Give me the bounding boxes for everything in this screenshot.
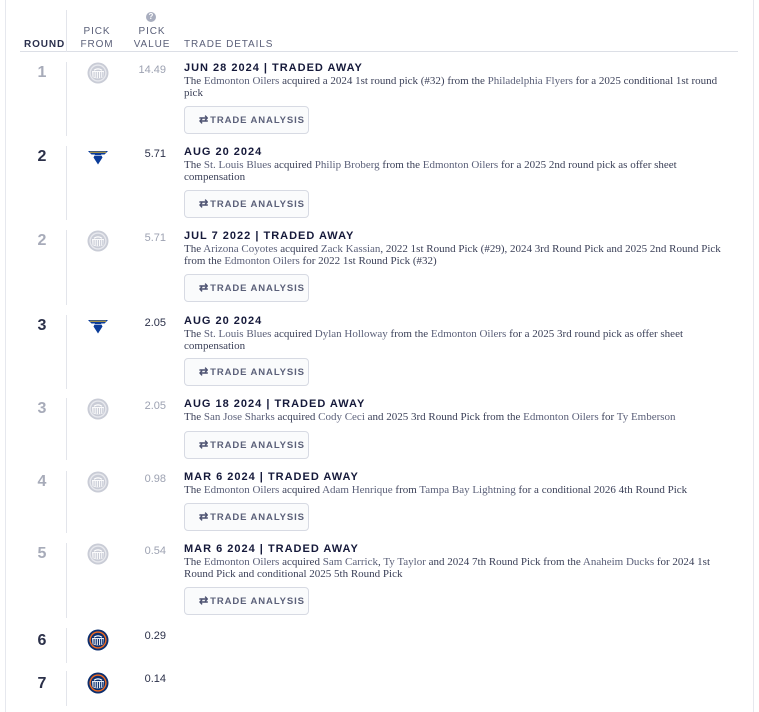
swap-arrows-icon: ⇄ bbox=[199, 198, 210, 210]
edmonton-oilers-logo-icon[interactable] bbox=[87, 230, 109, 252]
pick-value: 0.98 bbox=[144, 473, 166, 485]
entity-link[interactable]: San Jose Sharks bbox=[203, 411, 275, 423]
table-header bbox=[0, 0, 759, 52]
header-pick-value-line2: VALUE bbox=[133, 39, 171, 50]
pick-row bbox=[0, 671, 759, 706]
trade-analysis-button[interactable] bbox=[184, 358, 309, 386]
entity-link[interactable]: Dylan Holloway bbox=[314, 328, 388, 340]
pick-value: 0.14 bbox=[144, 673, 166, 685]
description-text: from the bbox=[379, 159, 423, 171]
trade-details bbox=[184, 146, 738, 183]
entity-link[interactable]: Edmonton Oilers bbox=[430, 328, 507, 340]
row-column-divider bbox=[66, 230, 67, 305]
entity-link[interactable]: St. Louis Blues bbox=[203, 328, 272, 340]
entity-link[interactable]: Philip Broberg bbox=[314, 159, 380, 171]
entity-link[interactable]: Arizona Coyotes bbox=[203, 243, 278, 255]
row-column-divider bbox=[66, 543, 67, 618]
description-text: acquired bbox=[279, 556, 323, 568]
edmonton-oilers-logo-icon[interactable] bbox=[87, 543, 109, 565]
entity-link[interactable]: Edmonton Oilers bbox=[523, 411, 599, 423]
pick-row bbox=[0, 62, 759, 136]
trade-description bbox=[184, 75, 738, 99]
trade-analysis-button[interactable] bbox=[184, 274, 309, 302]
swap-arrows-icon: ⇄ bbox=[199, 595, 210, 607]
swap-arrows-icon: ⇄ bbox=[199, 439, 210, 451]
row-column-divider bbox=[66, 671, 67, 706]
trade-title: JUL 7 2022 | TRADED AWAY bbox=[184, 230, 355, 242]
edmonton-oilers-logo-icon[interactable] bbox=[87, 629, 109, 651]
entity-link[interactable]: Ty Taylor bbox=[383, 556, 426, 568]
trade-analysis-label: TRADE ANALYSIS bbox=[210, 596, 305, 607]
entity-link[interactable]: Edmonton Oilers bbox=[203, 75, 280, 87]
header-divider bbox=[20, 51, 738, 52]
description-text: , 2022 1st Round Pick (#29), 2024 3rd Round Pick and 2025 2nd Round Pick from the bbox=[184, 243, 721, 267]
trade-details bbox=[184, 230, 738, 267]
trade-analysis-button[interactable] bbox=[184, 587, 309, 615]
entity-link[interactable]: Edmonton Oilers bbox=[224, 255, 300, 267]
trade-analysis-button[interactable] bbox=[184, 106, 309, 134]
pick-value: 14.49 bbox=[138, 64, 166, 76]
trade-details bbox=[184, 471, 738, 496]
trade-details bbox=[184, 315, 738, 352]
trade-description bbox=[184, 328, 738, 352]
pick-round: 1 bbox=[37, 64, 47, 81]
description-text: and 2024 7th Round Pick from the bbox=[425, 556, 583, 568]
description-text: for a 2025 2nd round pick as offer sheet compensation bbox=[184, 159, 677, 183]
pick-value: 5.71 bbox=[144, 232, 166, 244]
description-text: from bbox=[392, 484, 420, 496]
pick-round: 4 bbox=[37, 473, 47, 490]
description-text: for a conditional 2026 4th Round Pick bbox=[515, 484, 688, 496]
pick-row bbox=[0, 628, 759, 663]
header-pick-from-line1: PICK bbox=[83, 26, 111, 37]
description-text: for 2022 1st Round Pick (#32) bbox=[299, 255, 437, 267]
header-trade-details: TRADE DETAILS bbox=[184, 39, 274, 50]
trade-title: AUG 20 2024 bbox=[184, 315, 263, 327]
trade-title: MAR 6 2024 | TRADED AWAY bbox=[184, 543, 359, 555]
description-text: acquired bbox=[271, 159, 315, 171]
pick-value: 2.05 bbox=[144, 400, 166, 412]
entity-link[interactable]: Edmonton Oilers bbox=[203, 556, 280, 568]
description-text: for bbox=[598, 411, 617, 423]
description-text: acquired bbox=[279, 484, 323, 496]
swap-arrows-icon: ⇄ bbox=[199, 366, 210, 378]
trade-analysis-label: TRADE ANALYSIS bbox=[210, 440, 305, 451]
pick-round: 7 bbox=[37, 675, 47, 692]
description-text: The bbox=[184, 484, 204, 496]
trade-analysis-label: TRADE ANALYSIS bbox=[210, 283, 305, 294]
pick-row bbox=[0, 543, 759, 618]
entity-link[interactable]: Tampa Bay Lightning bbox=[419, 484, 516, 496]
description-text: for 2024 1st Round Pick and conditional 2025 5th Round Pick bbox=[184, 556, 711, 580]
description-text: The bbox=[184, 328, 204, 340]
pick-row bbox=[0, 471, 759, 533]
st-louis-blues-logo-icon[interactable] bbox=[87, 315, 109, 337]
header-column-divider bbox=[66, 10, 67, 52]
row-column-divider bbox=[66, 471, 67, 533]
swap-arrows-icon: ⇄ bbox=[199, 511, 210, 523]
entity-link[interactable]: Sam Carrick bbox=[322, 556, 378, 568]
pick-row bbox=[0, 315, 759, 389]
row-column-divider bbox=[66, 315, 67, 389]
trade-title: AUG 20 2024 bbox=[184, 146, 263, 158]
row-column-divider bbox=[66, 146, 67, 220]
pick-value: 0.29 bbox=[144, 630, 166, 642]
help-icon[interactable]: ? bbox=[146, 12, 156, 22]
entity-link[interactable]: Edmonton Oilers bbox=[422, 159, 499, 171]
swap-arrows-icon: ⇄ bbox=[199, 114, 210, 126]
entity-link[interactable]: St. Louis Blues bbox=[203, 159, 272, 171]
pick-row bbox=[0, 398, 759, 460]
description-text: The bbox=[184, 75, 204, 87]
description-text: acquired bbox=[277, 243, 321, 255]
trade-description bbox=[184, 243, 738, 267]
description-text: from the bbox=[387, 328, 431, 340]
description-text: acquired a 2024 1st round pick (#32) from the bbox=[279, 75, 488, 87]
description-text: The bbox=[184, 411, 204, 423]
trade-title: AUG 18 2024 | TRADED AWAY bbox=[184, 398, 366, 410]
edmonton-oilers-logo-icon[interactable] bbox=[87, 62, 109, 84]
row-column-divider bbox=[66, 628, 67, 663]
trade-title: JUN 28 2024 | TRADED AWAY bbox=[184, 62, 363, 74]
description-text: for a 2025 3rd round pick as offer sheet compensation bbox=[184, 328, 684, 352]
pick-round: 6 bbox=[37, 632, 47, 649]
pick-round: 2 bbox=[37, 232, 47, 249]
description-text: The bbox=[184, 556, 204, 568]
row-column-divider bbox=[66, 62, 67, 136]
description-text: acquired bbox=[274, 411, 319, 423]
st-louis-blues-logo-icon[interactable] bbox=[87, 146, 109, 168]
entity-link[interactable]: Adam Henrique bbox=[322, 484, 393, 496]
description-text: , bbox=[378, 556, 384, 568]
trade-analysis-label: TRADE ANALYSIS bbox=[210, 115, 305, 126]
pick-row bbox=[0, 146, 759, 220]
edmonton-oilers-logo-icon[interactable] bbox=[87, 672, 109, 694]
trade-analysis-label: TRADE ANALYSIS bbox=[210, 199, 305, 210]
entity-link[interactable]: Ty Emberson bbox=[616, 411, 676, 423]
pick-round: 3 bbox=[37, 317, 47, 334]
trade-description bbox=[184, 159, 738, 183]
entity-link[interactable]: Anaheim Ducks bbox=[582, 556, 655, 568]
trade-analysis-button[interactable] bbox=[184, 190, 309, 218]
pick-value: 2.05 bbox=[144, 317, 166, 329]
entity-link[interactable]: Zack Kassian bbox=[320, 243, 381, 255]
trade-analysis-label: TRADE ANALYSIS bbox=[210, 367, 305, 378]
description-text: and 2025 3rd Round Pick from the bbox=[364, 411, 524, 423]
pick-round: 2 bbox=[37, 148, 47, 165]
header-pick-value-line1: PICK bbox=[138, 26, 166, 37]
entity-link[interactable]: Edmonton Oilers bbox=[203, 484, 280, 496]
header-pick-from bbox=[79, 25, 115, 51]
entity-link[interactable]: Philadelphia Flyers bbox=[487, 75, 573, 87]
trade-analysis-label: TRADE ANALYSIS bbox=[210, 512, 305, 523]
trade-analysis-button[interactable] bbox=[184, 431, 309, 459]
pick-round: 5 bbox=[37, 545, 47, 562]
header-pick-value bbox=[133, 25, 171, 51]
pick-round: 3 bbox=[37, 400, 47, 417]
description-text: The bbox=[184, 159, 204, 171]
pick-value: 0.54 bbox=[144, 545, 166, 557]
edmonton-oilers-logo-icon[interactable] bbox=[87, 471, 109, 493]
description-text: acquired bbox=[271, 328, 315, 340]
row-column-divider bbox=[66, 398, 67, 460]
pick-row bbox=[0, 230, 759, 305]
header-pick-from-line2: FROM bbox=[80, 39, 114, 50]
trade-title: MAR 6 2024 | TRADED AWAY bbox=[184, 471, 359, 483]
description-text: The bbox=[184, 243, 204, 255]
pick-value: 5.71 bbox=[144, 148, 166, 160]
edmonton-oilers-logo-icon[interactable] bbox=[87, 398, 109, 420]
description-text: for a 2025 conditional 1st round pick bbox=[184, 75, 718, 99]
trade-details bbox=[184, 398, 738, 423]
trade-description bbox=[184, 484, 738, 496]
trade-description bbox=[184, 411, 738, 423]
swap-arrows-icon: ⇄ bbox=[199, 282, 210, 294]
header-round: ROUND bbox=[24, 39, 66, 50]
trade-details bbox=[184, 543, 738, 580]
trade-description bbox=[184, 556, 738, 580]
trade-analysis-button[interactable] bbox=[184, 503, 309, 531]
entity-link[interactable]: Cody Ceci bbox=[318, 411, 365, 423]
trade-details bbox=[184, 62, 738, 99]
